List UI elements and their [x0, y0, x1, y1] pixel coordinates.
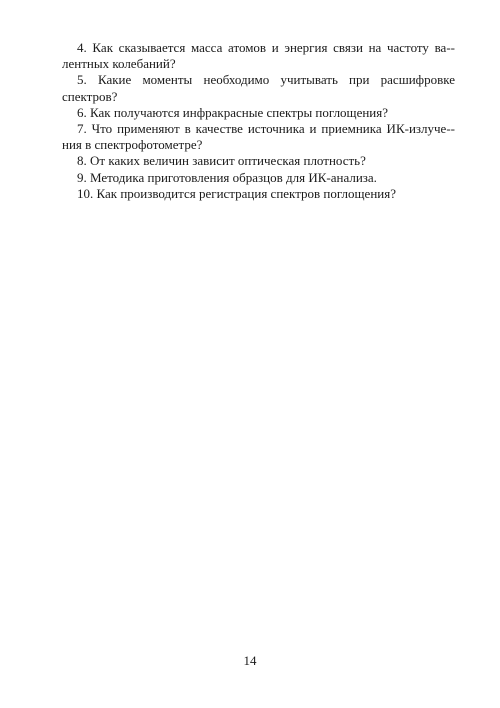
question-item: 10. Как производится регистрация спектров поглощения?: [77, 185, 396, 201]
question-item: 9. Методика приготовления образцов для ИК-анализа.: [77, 169, 377, 185]
question-item: 8. От каких величин зависит оптическая плотность?: [77, 153, 366, 169]
page-number: 14: [243, 653, 257, 668]
question-item: 6. Как получаются инфракрасные спектры поглощения?: [77, 104, 388, 120]
question-list: [62, 40, 455, 202]
question-item: 5. Какие моменты необходимо учитывать при расшифровке спектров?: [62, 72, 455, 104]
question-item: 4. Как сказывается масса атомов и энергия связи на частоту ва-лентных колебаний?: [62, 40, 455, 72]
question-item: 7. Что применяют в качестве источника и приемника ИК-излуче-ния в спектрофотометре?: [62, 121, 455, 153]
